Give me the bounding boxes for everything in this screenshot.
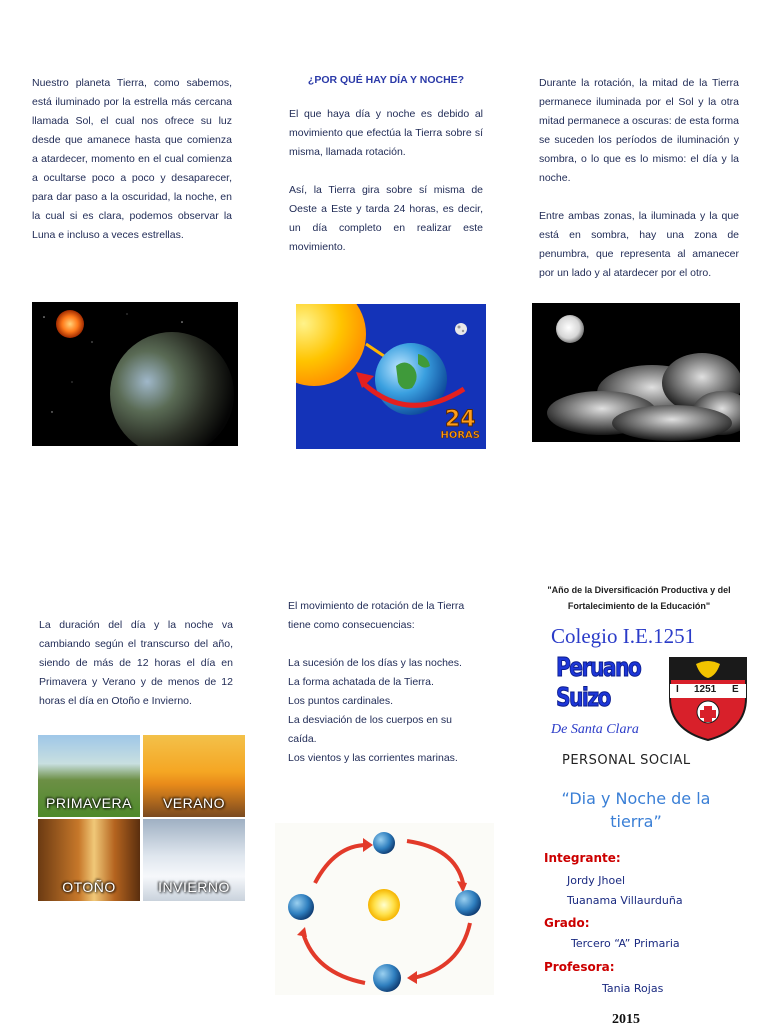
season-winter: [143, 819, 245, 901]
grade-value: Tercero “A” Primaria: [571, 937, 680, 950]
season-label-winter: INVIERNO: [158, 879, 230, 895]
school-name: Colegio I.E.1251: [551, 624, 696, 648]
season-summer: [143, 735, 245, 817]
student-label: Integrante:: [544, 851, 621, 865]
teacher-name: Tania Rojas: [602, 982, 664, 995]
subject-area: PERSONAL SOCIAL: [562, 753, 691, 768]
season-label-autumn: OTOÑO: [62, 879, 116, 895]
intro-paragraph: Nuestro planeta Tierra, como sabemos, está iluminado por la estrella más cercana llamada Sol, el cual nos ofrece su luz desde que amanece hasta que comienza a atardecer, momento en el cual comienza a ocultarse poco a poco y desaparecer, para dar paso a la oscuridad, la noche, en la cual si es clara, podemos observar la Luna e incluso a veces estrellas.: [32, 77, 232, 241]
teacher-label: Profesora:: [544, 960, 615, 974]
penumbra-paragraph: Entre ambas zonas, la iluminada y la que está en sombra, hay una zona de penumbra, que representa al amanecer por un lado y al atardecer por el otro.: [539, 210, 739, 279]
earth-rotation-image: [296, 304, 486, 449]
column-4-text: [39, 616, 233, 730]
consequence-item: La forma achatada de la Tierra.: [288, 676, 434, 688]
consequence-item: Los vientos y las corrientes marinas.: [288, 752, 458, 764]
hours-badge: [440, 409, 480, 441]
column-2-text: [289, 74, 483, 276]
consequence-item: La desviación de los cuerpos en su caída.: [288, 714, 453, 745]
consequence-item: Los puntos cardinales.: [288, 695, 394, 707]
column-1-text: [32, 74, 232, 264]
orbit-diagram: [275, 823, 494, 995]
rotation-paragraph: El que haya día y noche es debido al movimiento que efectúa la Tierra sobre sí misma, llamada rotación.: [289, 108, 483, 158]
crest-letter-right: E: [732, 684, 739, 695]
season-autumn: [38, 819, 140, 901]
consequence-item: La sucesión de los días y las noches.: [288, 657, 462, 669]
section-heading: ¿POR QUÉ HAY DÍA Y NOCHE?: [307, 74, 465, 86]
consequences-intro: El movimiento de rotación de la Tierra tiene como consecuencias:: [288, 600, 465, 631]
illumination-paragraph: Durante la rotación, la mitad de la Tierra permanece iluminada por el Sol y la otra mitad permanece a oscuras: de esta forma se suceden los períodos de iluminación y sombra, o lo que es lo mismo: el día y la noche.: [539, 77, 739, 184]
brand-logo: [556, 653, 656, 719]
seasons-grid: [38, 735, 245, 901]
brand-line-1: Peruano: [556, 653, 641, 683]
student-name-first: Jordy Jhoel: [567, 874, 626, 887]
school-crest: [666, 654, 750, 742]
consequences-list: [288, 654, 470, 768]
sun-planet-image: [32, 302, 238, 446]
crest-number: 1251: [694, 684, 717, 695]
school-location: De Santa Clara: [551, 722, 639, 737]
year-text: 2015: [612, 1012, 640, 1027]
brochure-title: “Dia y Noche de la tierra”: [561, 789, 711, 831]
season-label-summer: VERANO: [162, 795, 226, 811]
duration-paragraph: La duración del día y la noche va cambiando según el transcurso del año, siendo de más de 12 horas el día en Primavera y Verano y de menos de 12 horas el día en Otoño e Invierno.: [39, 619, 233, 707]
student-name-last: Tuanama Villaurduña: [567, 894, 683, 907]
season-spring: [38, 735, 140, 817]
brand-line-2: Suizo: [556, 683, 610, 713]
hours-badge-word: HORAS: [440, 430, 480, 441]
night-moon-image: [532, 303, 740, 442]
grade-label: Grado:: [544, 916, 590, 930]
column-3-text: [539, 74, 739, 302]
direction-paragraph: Así, la Tierra gira sobre sí misma de Oeste a Este y tarda 24 horas, es decir, un día completo en realizar este movimiento.: [289, 184, 483, 253]
crest-letter-left: I: [676, 684, 679, 695]
column-5-text: [288, 597, 470, 768]
hours-badge-number: 24: [444, 407, 476, 432]
motto-text: "Año de la Diversificación Productiva y del Fortalecimiento de la Educación": [547, 585, 731, 611]
season-label-spring: PRIMAVERA: [46, 795, 132, 811]
